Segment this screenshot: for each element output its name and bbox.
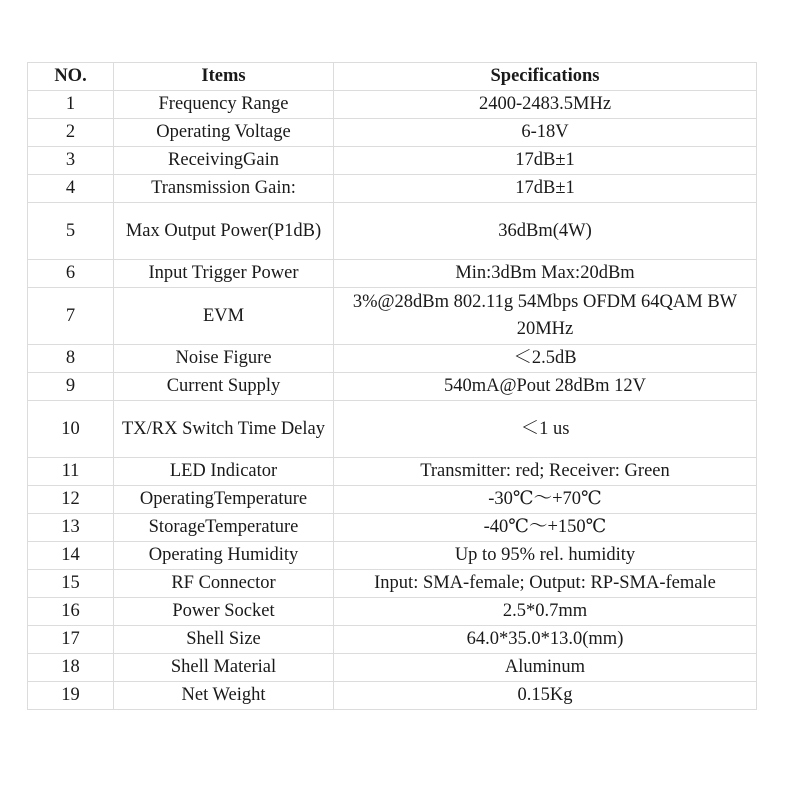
row-spec: Input: SMA-female; Output: RP-SMA-female	[334, 570, 757, 598]
row-number: 11	[28, 458, 114, 486]
row-number: 2	[28, 119, 114, 147]
row-spec: 6-18V	[334, 119, 757, 147]
row-number: 17	[28, 626, 114, 654]
row-number: 18	[28, 654, 114, 682]
row-item: RF Connector	[114, 570, 334, 598]
table-row	[28, 345, 757, 373]
table-row	[28, 654, 757, 682]
row-item: Current Supply	[114, 373, 334, 401]
row-number: 14	[28, 542, 114, 570]
row-number: 1	[28, 91, 114, 119]
table-row	[28, 570, 757, 598]
row-number: 16	[28, 598, 114, 626]
row-spec: ＜1 us	[334, 401, 757, 458]
header-items: Items	[114, 63, 334, 91]
row-number: 13	[28, 514, 114, 542]
table-row	[28, 260, 757, 288]
row-item: EVM	[114, 288, 334, 345]
row-item: ReceivingGain	[114, 147, 334, 175]
table-row	[28, 598, 757, 626]
table-row	[28, 682, 757, 710]
row-number: 19	[28, 682, 114, 710]
row-item: TX/RX Switch Time Delay	[114, 401, 334, 458]
row-number: 9	[28, 373, 114, 401]
row-item: Input Trigger Power	[114, 260, 334, 288]
row-item: Net Weight	[114, 682, 334, 710]
row-spec: 36dBm(4W)	[334, 203, 757, 260]
row-spec: -40℃～+150℃	[334, 514, 757, 542]
row-spec: 17dB±1	[334, 147, 757, 175]
row-number: 7	[28, 288, 114, 345]
row-number: 8	[28, 345, 114, 373]
specifications-table	[27, 62, 757, 710]
table-row	[28, 119, 757, 147]
row-spec: ＜2.5dB	[334, 345, 757, 373]
row-number: 15	[28, 570, 114, 598]
row-spec: -30℃～+70℃	[334, 486, 757, 514]
table-row	[28, 542, 757, 570]
row-item: Shell Material	[114, 654, 334, 682]
row-item: StorageTemperature	[114, 514, 334, 542]
row-spec: 3%@28dBm 802.11g 54Mbps OFDM 64QAM BW 20MHz	[334, 288, 757, 345]
row-item: Noise Figure	[114, 345, 334, 373]
row-item: OperatingTemperature	[114, 486, 334, 514]
row-item: Max Output Power(P1dB)	[114, 203, 334, 260]
row-spec: 2.5*0.7mm	[334, 598, 757, 626]
table-row	[28, 203, 757, 260]
table-row	[28, 373, 757, 401]
row-number: 10	[28, 401, 114, 458]
row-number: 6	[28, 260, 114, 288]
row-number: 4	[28, 175, 114, 203]
table-row	[28, 288, 757, 345]
row-number: 3	[28, 147, 114, 175]
table-header-row	[28, 63, 757, 91]
row-item: Frequency Range	[114, 91, 334, 119]
row-number: 5	[28, 203, 114, 260]
row-item: Operating Voltage	[114, 119, 334, 147]
row-item: Operating Humidity	[114, 542, 334, 570]
row-spec: 64.0*35.0*13.0(mm)	[334, 626, 757, 654]
table-row	[28, 486, 757, 514]
table-row	[28, 175, 757, 203]
row-spec: Min:3dBm Max:20dBm	[334, 260, 757, 288]
row-item: LED Indicator	[114, 458, 334, 486]
row-spec: 2400-2483.5MHz	[334, 91, 757, 119]
table-row	[28, 401, 757, 458]
header-no: NO.	[28, 63, 114, 91]
row-spec: 17dB±1	[334, 175, 757, 203]
table-row	[28, 626, 757, 654]
row-number: 12	[28, 486, 114, 514]
row-item: Power Socket	[114, 598, 334, 626]
table-row	[28, 91, 757, 119]
table-row	[28, 514, 757, 542]
table-row	[28, 147, 757, 175]
row-spec: Transmitter: red; Receiver: Green	[334, 458, 757, 486]
row-spec: 0.15Kg	[334, 682, 757, 710]
row-spec: Up to 95% rel. humidity	[334, 542, 757, 570]
row-item: Shell Size	[114, 626, 334, 654]
table-row	[28, 458, 757, 486]
header-specifications: Specifications	[334, 63, 757, 91]
row-spec: Aluminum	[334, 654, 757, 682]
row-item: Transmission Gain:	[114, 175, 334, 203]
row-spec: 540mA@Pout 28dBm 12V	[334, 373, 757, 401]
